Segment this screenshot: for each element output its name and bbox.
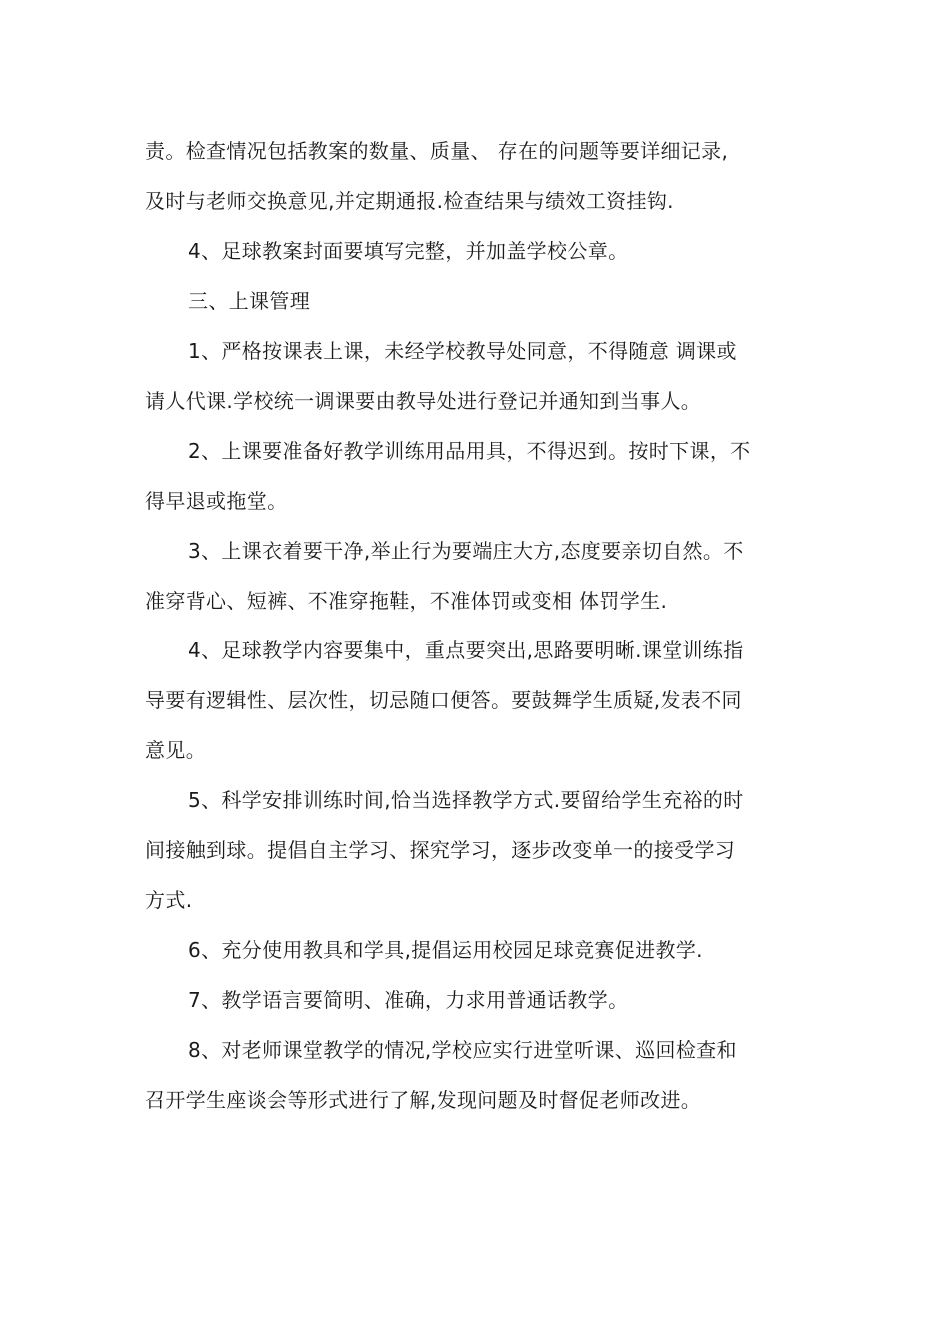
text-line: 得早退或拖堂。 xyxy=(145,489,288,513)
list-item: 6、充分使用教具和学具,提倡运用校园足球竞赛促进教学. xyxy=(188,938,703,962)
list-item: 3、上课衣着要干净,举止行为要端庄大方,态度要亲切自然。不 xyxy=(188,539,744,563)
list-item: 8、对老师课堂教学的情况,学校应实行进堂听课、巡回检查和 xyxy=(188,1038,737,1062)
list-item: 4、足球教学内容要集中，重点要突出,思路要明晰.课堂训练指 xyxy=(188,638,744,662)
text-line: 意见。 xyxy=(145,738,207,762)
list-item: 4、足球教案封面要填写完整，并加盖学校公章。 xyxy=(188,239,629,263)
text-line: 准穿背心、短裤、不准穿拖鞋，不准体罚或变相 体罚学生. xyxy=(145,589,668,613)
list-item: 7、教学语言要简明、准确，力求用普通话教学。 xyxy=(188,988,629,1012)
list-item: 2、上课要准备好教学训练用品用具，不得迟到。按时下课，不 xyxy=(188,439,751,463)
list-item: 1、严格按课表上课，未经学校教导处同意，不得随意 调课或 xyxy=(188,339,737,363)
text-line: 及时与老师交换意见,并定期通报.检查结果与绩效工资挂钩. xyxy=(145,189,674,213)
text-line: 请人代课.学校统一调课要由教导处进行登记并通知到当事人。 xyxy=(145,389,702,413)
text-line: 责。检查情况包括教案的数量、质量、 存在的问题等要详细记录, xyxy=(145,139,729,163)
text-line: 间接触到球。提倡自主学习、探究学习，逐步改变单一的接受学习 xyxy=(145,838,736,862)
text-line: 方式. xyxy=(145,888,193,912)
section-heading: 三、上课管理 xyxy=(188,289,311,313)
text-line: 导要有逻辑性、层次性，切忌随口便答。要鼓舞学生质疑,发表不同 xyxy=(145,688,742,712)
text-line: 召开学生座谈会等形式进行了解,发现问题及时督促老师改进。 xyxy=(145,1088,702,1112)
list-item: 5、科学安排训练时间,恰当选择教学方式.要留给学生充裕的时 xyxy=(188,788,744,812)
